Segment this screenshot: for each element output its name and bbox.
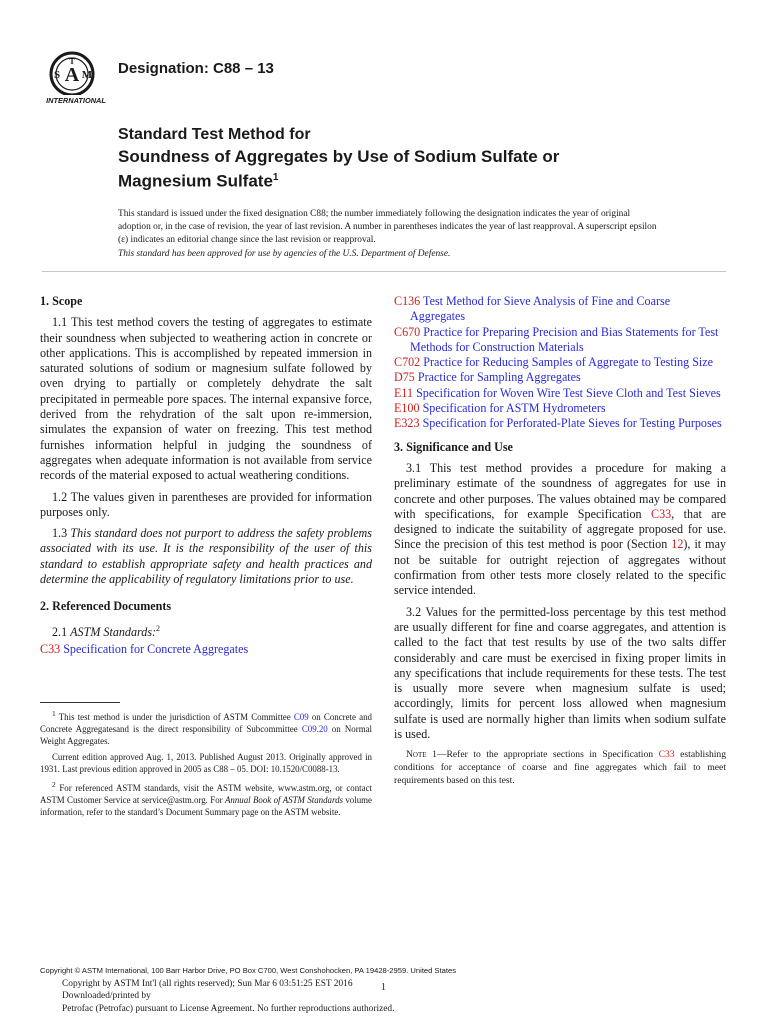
svg-text:S: S	[53, 69, 61, 81]
svg-text:M: M	[81, 69, 93, 81]
designation-year: 13	[257, 60, 274, 77]
scope-heading: 1. Scope	[40, 294, 83, 308]
left-column	[40, 294, 372, 657]
astm-logo	[42, 48, 110, 106]
footnote-1: $^1$ This test method is under the jurisdiction of ASTM Committee C09 on Concrete and Concrete Aggregatesand is the direct responsibility of Subcommittee C09.20 on Normal Weight Aggregates.	[40, 709, 372, 746]
dod-approval: This standard has been approved for use by agencies of the U.S. Department of Defense.	[118, 249, 451, 259]
scope-1-2: 1.2 The values given in parentheses are provided for information purposes only.	[40, 489, 372, 519]
copyright-line: Copyright © ASTM International, 100 Barr Harbor Drive, PO Box C700, West Conshohocken, PA 19428-2959. United States	[40, 966, 457, 975]
document-title: Soundness of Aggregates by Use of Sodium Sulfate or Magnesium Sulfate$^1$	[118, 147, 560, 191]
title-footnote-ref[interactable]: 1	[272, 172, 279, 183]
c33-note-link[interactable]: C33	[658, 749, 675, 761]
svg-text:T: T	[69, 57, 75, 66]
significance-heading: 3. Significance and Use	[394, 439, 513, 454]
section-12-link[interactable]: 12	[671, 537, 684, 552]
designation: Designation: C88 – 13	[118, 60, 274, 77]
reference-item[interactable]: C136 Test Method for Sieve Analysis of Fine and Coarse Aggregates	[394, 294, 671, 324]
reference-item[interactable]: C670 Practice for Preparing Precision and Bias Statements for Test Methods for Construction Materials	[394, 324, 719, 354]
footnote-2: $^2$ For referenced ASTM standards, visit the ASTM website, www.astm.org, or contact ASTM Customer Service at service@astm.org. For Annual Book of ASTM Standards volume information, refer to the standard’s Document Summary page on the ASTM website.	[40, 779, 372, 817]
reference-item[interactable]: E11 Specification for Woven Wire Test Sieve Cloth and Test Sieves	[394, 385, 721, 400]
reference-item[interactable]: C702 Practice for Reducing Samples of Aggregate to Testing Size	[394, 355, 714, 370]
reference-item[interactable]: C33 Specification for Concrete Aggregates	[40, 641, 249, 656]
significance-3-2: 3.2 Values for the permitted-loss percentage by this test method are usually different for fine and coarse aggregates, and attention is called to the fact that test results by use of the two salts differ considerably and care must be exercised in fixing proper limits in any specifications that include requirements for these tests. The test is usually more severe when magnesium sulfate is used; accordingly, limits for percent loss allowed when magnesium sulfate is used are normally higher than limits when sodium sulfate is used.	[394, 604, 726, 742]
reference-item[interactable]: E100 Specification for ASTM Hydrometers	[394, 401, 606, 416]
astm-standards-subhead: 2.1 ASTM Standards:$^2$	[52, 623, 161, 639]
footnotes	[40, 708, 372, 822]
right-column	[394, 294, 726, 793]
scope-1-3: 1.3 This standard does not purport to address the safety problems associated with its use. It is the responsibility of the user of this standard to establish appropriate safety and health practices and determine the applicability of regulatory limitations prior to use.	[40, 526, 372, 587]
refdocs-heading: 2. Referenced Documents	[40, 599, 172, 614]
svg-text:INTERNATIONAL: INTERNATIONAL	[46, 96, 106, 105]
designation-label: Designation: C88	[118, 60, 241, 77]
page-number: 1	[381, 982, 386, 993]
svg-text:A: A	[64, 64, 80, 86]
issuance-statement: This standard is issued under the fixed designation C88; the number immediately following the designation indicates the year of original adoption or, in the case of revision, the year of last revision. A number in parentheses indicates the year of last reapproval. A superscript epsilon (ε) indicates an editorial change since the last revision or reapproval.	[118, 209, 657, 245]
subcommittee-link[interactable]: C09.20	[301, 723, 328, 734]
scope-1-1: 1.1 This test method covers the testing of aggregates to estimate their soundness when subjected to weathering action in concrete or other applications. This is accomplished by repeated immersion in saturated solutions of sodium or magnesium sulfate followed by oven drying to partially or completely dehydrate the salt precipitated in permeable pore spaces. The internal expansive force, derived from the rehydration of the salt upon re-immersion, simulates the expansion of water on freezing. This test method furnishes information helpful in judging the soundness of aggregates when adequate information is not available from service records of the material exposed to actual weathering conditions.	[40, 315, 372, 483]
reference-item[interactable]: E323 Specification for Perforated-Plate Sieves for Testing Purposes	[394, 416, 722, 431]
committee-link[interactable]: C09	[293, 711, 309, 722]
footnote-divider	[40, 702, 120, 703]
note-1: Note 1—Refer to the appropriate sections in Specification C33 establishing conditions for acceptance of coarse and fine aggregates which fail to meet requirements based on this test.	[394, 749, 727, 787]
significance-3-1: 3.1 This test method provides a procedure for making a preliminary estimate of the soundness of aggregates for use in concrete and other purposes. The values obtained may be compared with specifications, for example Specification C33, that are designed to indicate the suitability of aggregate proposed for use. Since the precision of this test method is poor (Section 12), it may not be suitable for outright rejection of aggregates without confirmation from other tests more closely related to the specific service intended.	[394, 460, 726, 598]
license-notice: Copyright by ASTM Int'l (all rights reserved); Sun Mar 6 03:51:25 EST 2016 Downloaded/printed by Petrofac (Petrofac) pursuant to License Agreement. No further reproductions authorized.	[62, 979, 395, 1014]
title-block	[118, 126, 738, 192]
title-line-1: Standard Test Method for	[118, 126, 311, 143]
header-divider	[42, 271, 726, 272]
reference-list-right	[394, 294, 726, 432]
c33-link[interactable]: C33	[651, 506, 672, 521]
reference-item[interactable]: D75 Practice for Sampling Aggregates	[394, 370, 581, 385]
reference-list-left	[40, 642, 372, 657]
footnote-1-edition: Current edition approved Aug. 1, 2013. Published August 2013. Originally approved in 1931. Last previous edition approved in 2005 as C88 – 05. DOI: 10.1520/C0088-13.	[40, 751, 372, 774]
